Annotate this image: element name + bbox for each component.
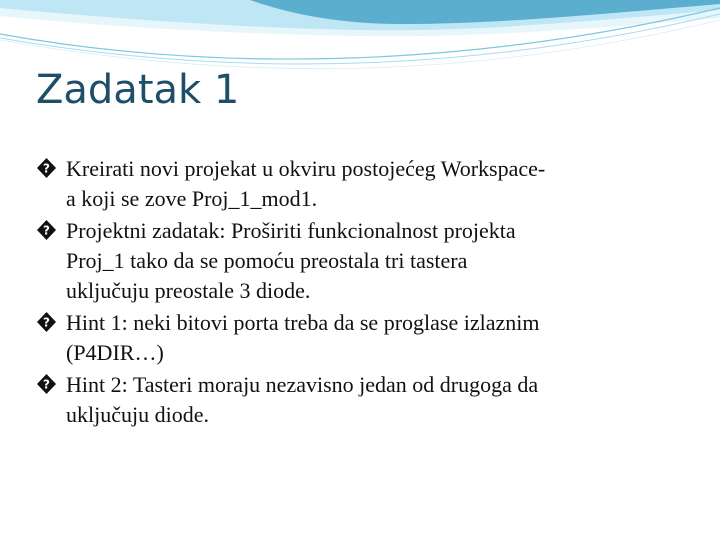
svg-text:?: ?	[43, 315, 50, 330]
bullet-list	[36, 154, 686, 432]
bullet-item	[36, 308, 686, 368]
bullet-item	[36, 370, 686, 430]
bullet-line: Proj_1 tako da se pomoću preostala tri tastera	[66, 248, 468, 273]
replacement-character-icon	[36, 219, 57, 241]
bullet-item	[36, 154, 686, 214]
svg-text:?: ?	[43, 161, 50, 176]
bullet-line: uključuju preostale 3 diode.	[66, 278, 311, 303]
bullet-line: Kreirati novi projekat u okviru postojećeg Workspace-	[66, 156, 546, 181]
bullet-item	[36, 216, 686, 306]
replacement-character-icon	[36, 157, 57, 179]
bullet-line: a koji se zove Proj_1_mod1.	[66, 186, 318, 211]
slide-title: Zadatak 1	[36, 67, 240, 113]
bullet-line: Hint 2: Tasteri moraju nezavisno jedan od drugoga da	[66, 372, 539, 397]
svg-text:?: ?	[43, 223, 50, 238]
bullet-line: uključuju diode.	[66, 402, 209, 427]
svg-text:?: ?	[43, 377, 50, 392]
bullet-line: (P4DIR…)	[66, 340, 164, 365]
replacement-character-icon	[36, 311, 57, 333]
replacement-character-icon	[36, 373, 57, 395]
bullet-line: Hint 1: neki bitovi porta treba da se proglase izlaznim	[66, 310, 540, 335]
bullet-line: Projektni zadatak: Proširiti funkcionalnost projekta	[66, 218, 516, 243]
